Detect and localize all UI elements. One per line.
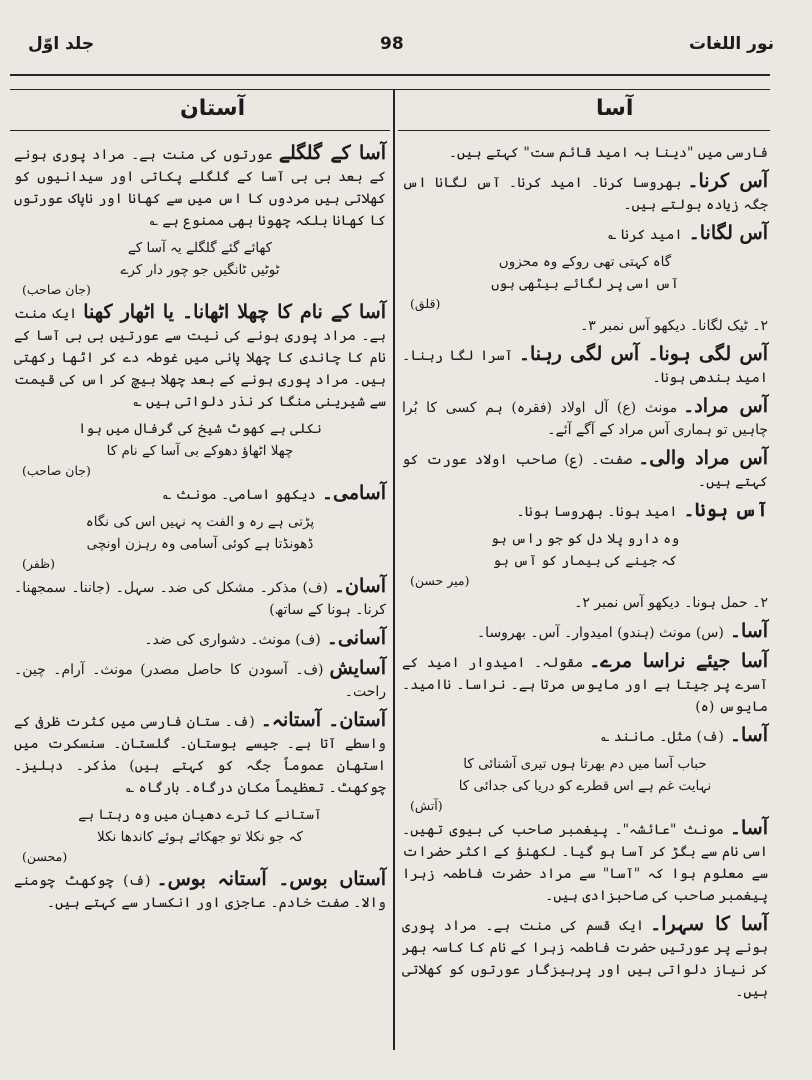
entry-headword: آس مراد والی۔	[638, 447, 768, 469]
dictionary-entry	[402, 913, 768, 1003]
entry-definition: (ف۔ آسودن کا حاصل مصدر) مونث۔ آرام۔ چین۔ راحت۔	[14, 662, 386, 700]
entry-definition: دیکھو اسامی۔ مونث ؎	[163, 487, 316, 503]
dictionary-entry	[402, 222, 768, 246]
entry-headword: آس ہونا۔	[683, 499, 768, 521]
dictionary-entry	[14, 868, 386, 914]
entry-headword: آسا۔	[729, 620, 768, 642]
volume-label: جلد اوّل	[28, 34, 95, 54]
verse-line: آس اسی پر لگائے بیٹھی ہوں	[491, 276, 679, 292]
verse-line: گاہ کہتی تھی روکے وہ محزوں	[498, 254, 672, 270]
entry-definition: مونث "عائشہ"۔ پیغمبر صاحب کی بیوی تھیں۔ اسی نام سے بگڑ کر آسا ہو گیا۔ لکھنؤ کے اکثر حضرات سے معلوم ہوا کہ "آسا" سے مراد حضرت فاطمہ زہرا پیغمبر صاحب کی صاحبزادی ہیں۔	[402, 822, 768, 904]
verse-line: کہ جو نکلا تو جھکائے ہوئے کاندھا نکلا	[97, 829, 303, 845]
entry-headword: آسا کے نام کا چھلا اٹھانا۔ یا اٹھار کھنا	[83, 301, 386, 323]
entry-headword: آس لگانا۔	[688, 222, 768, 244]
verse-line: کھائے گئے گلگلے یہ آسا کے	[127, 240, 273, 256]
entry-definition: مقولہ۔ امیدوار امید کے آسرے پر جیتا ہے اور مایوس مرتا ہے۔ نراسا۔ ناامید۔ مایوس (ہ)	[402, 655, 768, 715]
dictionary-entry	[14, 301, 386, 413]
verse-line: پڑتی ہے رہ و الفت پہ نہیں اس کی نگاہ	[85, 514, 315, 530]
left-title-rule	[10, 130, 390, 131]
entry-headword: آسانی۔	[326, 627, 386, 649]
dictionary-entry	[14, 575, 386, 621]
verse-line: حباب آسا میں دم بھرتا ہوں تیری آشنائی کا	[463, 756, 707, 772]
dictionary-entry	[402, 343, 768, 389]
poet-attribution: (محسن)	[22, 849, 68, 864]
dictionary-entry	[14, 627, 386, 651]
dictionary-entry	[402, 395, 768, 441]
dictionary-entry	[14, 482, 386, 506]
dictionary-entry	[402, 620, 768, 644]
poet-attribution: (میر حسن)	[410, 573, 470, 588]
entry-definition: (ف) مونث۔ دشواری کی ضد۔	[144, 632, 321, 648]
verse-line: کہ جینے کی بیمار کو آس ہو	[493, 553, 677, 569]
dictionary-entry	[402, 447, 768, 493]
poet-attribution: (ظفر)	[22, 556, 55, 571]
dictionary-entry	[14, 709, 386, 799]
entry-headword: آستاں بوس۔ آستانہ بوس۔	[156, 868, 386, 890]
entry-definition: بھروسا کرنا۔ امید کرنا۔ آس لگانا اس جگہ زیادہ بولتے ہیں۔	[402, 175, 768, 213]
dictionary-entry	[402, 724, 768, 748]
verse-line: ٹوٹیں ٹانگیں جو چور دار کرے	[120, 262, 280, 278]
entry-definition: ۲۔ ٹیک لگانا۔ دیکھو آس نمبر ۳۔	[580, 318, 768, 334]
dictionary-entry	[402, 315, 768, 337]
entry-definition: آسرا لگا رہنا۔ امید بندھی ہونا۔	[402, 348, 768, 386]
dictionary-entry	[402, 170, 768, 216]
entry-definition: ایک منت ہے۔ مراد پوری ہونے کی نیت سے عورتیں بی بی آسا کے نام کا چاندی کا چھلا پانی میں غوطہ دے کر اٹھا رکھتی ہیں۔ مراد پوری ہونے کے بعد چھلا بیچ کر اس کی قیمت سے شیرینی منگا کر نذر دلواتی ہیں ؎	[14, 306, 386, 410]
entry-headword: آسا کے گلگلے	[278, 142, 386, 164]
entry-definition: عورتوں کی منت ہے۔ مراد پوری ہونے کے بعد بی بی آسا کے گلگلے پکاتی اور سیدانیوں کو کھلاتی ہیں مردوں کا اس میں سے کھانا اور ناپاک عورتوں کا کھانا بلکہ چھونا بھی ممنوع ہے ؎	[14, 147, 386, 229]
poet-attribution: (جان صاحب)	[22, 463, 91, 478]
verse-line: چھلا اٹھاؤ دھوکے بی آسا کے نام کا	[106, 443, 294, 459]
page-number: 98	[380, 34, 404, 54]
dictionary-entry	[402, 142, 768, 164]
entry-definition: (س) مونث (ہندو) امیدوار۔ آس۔ بھروسا۔	[476, 625, 724, 641]
dictionary-entry	[402, 592, 768, 614]
header-rule-secondary	[10, 89, 770, 90]
verse-line: نہایت غم ہے اس قطرے کو دریا کی جدائی کا	[458, 778, 712, 794]
dictionary-entry	[14, 142, 386, 232]
right-title-rule	[398, 130, 770, 131]
entry-definition: (ف) مذکر۔ مشکل کی ضد۔ سہل۔ (جاننا۔ سمجھنا۔ کرنا۔ ہونا کے ساتھ)	[14, 580, 386, 618]
entry-definition: مونث (ع) آل اولاد (فقرہ) ہم کسی کا بُرا چاہیں تو ہماری آس مراد کے آگے آئے۔	[402, 400, 768, 438]
entry-definition: (ف) مثل۔ مانند ؎	[601, 729, 724, 745]
entry-headword: آسا کا سہرا۔	[650, 913, 768, 935]
poet-attribution: (آتش)	[410, 798, 443, 813]
verse-line: وہ دارو پلا دل کو جو راس ہو	[490, 531, 680, 547]
column-divider	[393, 90, 395, 1050]
entry-definition: امید ہونا۔ بھروسا ہونا۔	[516, 504, 678, 520]
dictionary-entry	[402, 817, 768, 907]
left-column-title: آستان	[180, 96, 246, 121]
entry-headword: آسامی۔	[321, 482, 386, 504]
dictionary-entry	[402, 499, 768, 523]
poet-attribution: (قلق)	[410, 296, 441, 311]
entry-definition: (ف۔ ستان فارسی میں کثرت ظرفی کے واسطے آتا ہے۔ جیسے بوستان۔ گلستان۔ سنسکرت میں استھان عموماً جگہ کو کہتے ہیں) مذکر۔ دہلیز۔ چوکھٹ۔ تعظیماً مکان درگاہ۔ بارگاہ ؎	[14, 714, 386, 796]
entry-headword: آسا۔	[729, 817, 768, 839]
entry-definition: فارسی میں "دینا بہ امید قائم ست" کہتے ہیں۔	[448, 145, 768, 161]
entry-headword: آسا۔	[729, 724, 768, 746]
dictionary-entry	[402, 650, 768, 718]
header-rule	[10, 74, 770, 76]
entry-definition: (ف) چوکھٹ چومنے والا۔ صفت خادم۔ عاجزی اور انکسار سے کہتے ہیں۔	[14, 873, 386, 911]
entry-headword: آسایش	[329, 657, 386, 679]
entry-headword: آسا جیئے نراسا مرے۔	[589, 650, 768, 672]
left-column	[14, 142, 386, 920]
entry-definition: ۲۔ حمل ہونا۔ دیکھو آس نمبر ۲۔	[574, 595, 768, 611]
entry-headword: آس کرنا۔	[687, 170, 769, 192]
right-column-title: آسا	[596, 96, 634, 121]
entry-definition: صفت۔ (ع) صاحب اولاد عورت کو کہتے ہیں۔	[402, 452, 768, 490]
entry-headword: آس مراد۔	[683, 395, 768, 417]
right-column	[402, 142, 768, 1009]
entry-definition: ایک قسم کی منت ہے۔ مراد پوری ہونے پر عورتیں حضرت فاطمہ زہرا کے نام کا کاسہ بھر کر نیاز دلواتی ہیں اور پرہیزگار عورتوں کو کھلاتی ہیں۔	[402, 918, 768, 1000]
entry-headword: آسان۔	[333, 575, 386, 597]
entry-definition: امید کرنا ؎	[608, 227, 683, 243]
verse-line: آستانے کا ترے دھیان میں وہ رہتا ہے	[78, 807, 322, 823]
poet-attribution: (جان صاحب)	[22, 282, 91, 297]
book-title: نور اللغات	[689, 34, 774, 54]
verse-line: نکلی ہے کھوٹ شیخ کی گرفال میں ہوا	[78, 421, 322, 437]
entry-headword: آستان۔ آستانہ۔	[260, 709, 386, 731]
verse-line: ڈھونڈتا ہے کوئی آسامی وہ رہزن اونچی	[86, 536, 314, 552]
dictionary-entry	[14, 657, 386, 703]
entry-headword: آس لگی ہونا۔ آس لگی رہنا۔	[518, 343, 768, 365]
